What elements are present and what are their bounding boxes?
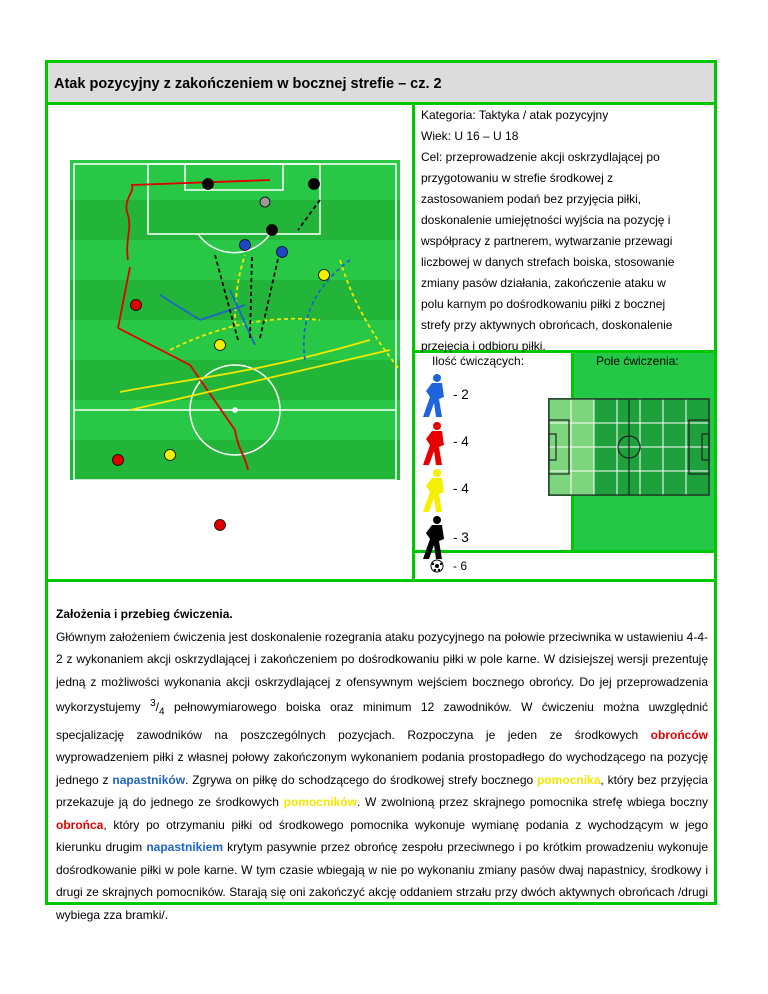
goal-line: strefy przy aktywnych obrońcach, doskonalenie [421, 318, 673, 332]
description-heading: Założenia i przebieg ćwiczenia. [56, 607, 233, 621]
goal-line: liczbowej w danych strefach boiska, stosowanie [421, 255, 675, 269]
desc-part: wyprowadzeniem piłki z własnej połowy zakończonym wykonaniem podania prostopadłego do wychodzącego na pozycję jednego z [56, 750, 708, 787]
goal-line: zastosowaniem podań bez przyjęcia piłki, [421, 192, 642, 206]
fraction-den: 4 [158, 706, 165, 718]
desc-part: pełnowymiarowego boiska oraz minimum 12 zawodników. W ćwiczeniu można uwzględnić specjalizację zawodników na poszczególnych pozycjach. Rozpoczyna je jeden ze środkowych [56, 700, 708, 742]
description [56, 603, 708, 926]
drill-title: Atak pozycyjny z zakończeniem w bocznej strefie – cz. 2 [54, 76, 442, 92]
participants-label: Ilość ćwiczących: [432, 354, 525, 368]
blue-count: - 2 [453, 387, 469, 402]
highlight-striker: napastnikiem [146, 840, 224, 855]
column-divider [412, 105, 415, 579]
fraction-num: 3 [150, 698, 156, 709]
mini-pitch [548, 398, 710, 496]
drill-diagram [70, 160, 400, 545]
highlight-defenders: obrońców [650, 727, 708, 742]
category-text: Kategoria: Taktyka / atak pozycyjny [421, 108, 609, 122]
description-text: Głównym założeniem ćwiczenia jest doskonalenie rozegrania ataku pozycyjnego na połowie przeciwnika w ustawieniu 4-4-2 z wykonaniem akcji oskrzydlającej i zakończeniem po dośrodkowaniu piłki w pole karne. W dzisiejszej wersji prezentuję jedną z możliwości wykonania akcji oskrzydlającej z ofensywnym wejściem bocznego obrońcy. Do jej przeprowadzenia wykorzystujemy $^3/_4$ pełnowymiarowego boiska oraz minimum 12 zawodników. W ćwiczeniu można uwzględnić specjalizację zawodników na poszczególnych pozycjach. Rozpoczyna je jeden ze środkowych obrońców wyprowadzeniem piłki z własnej połowy zakończonym wykonaniem podania prostopadłego do wychodzącego na pozycję jednego z napastników. Zgrywa on piłkę do schodzącego do środkowej strefy bocznego pomocnika, który bez przyjęcia przekazuje ją do jednego ze środkowych pomocników. W zwolnioną przez skrajnego pomocnika strefę wbiega boczny obrońca, który po otrzymaniu piłki od środkowego pomocnika wykonuje wymianę podania z wychodzącym w jego kierunku drugim napastnikiem krytym pasywnie przez obrońcę zespołu przeciwnego i po krótkim prowadzeniu wykonuje dośrodkowanie piłki w pole karne. W tym czasie wbiegają w nie po wykonaniu zmiany pasów dwaj napastnicy, środkowy i drugi ze skrajnych pomocników. Starają się oni zakończyć akcję oddaniem strzału przy dwóch aktywnych obrońcach /drugi wybiega zza bramki/. [56, 629, 708, 922]
title-bar [48, 63, 714, 105]
highlight-strikers: napastników [112, 772, 186, 787]
highlight-midfielders: pomocników [283, 795, 357, 810]
black-count: - 3 [453, 530, 469, 545]
yellow-count: - 4 [453, 481, 469, 496]
desc-part: , który bez przyjęcia przekazuje ją do jednego ze środkowych [56, 772, 708, 810]
desc-part: , który po otrzymaniu piłki od środkowego pomocnika wykonuje wymianę podania z wychodzącym w jego kierunku drugim [56, 817, 708, 855]
highlight-defender: obrońca [56, 817, 104, 832]
yellow-player-icon [420, 468, 450, 514]
goal-line: przygotowaniu w strefie środkowej z [421, 171, 614, 185]
drill-card [45, 60, 717, 922]
goal-line: Cel: przeprowadzenie akcji oskrzydlającej po [421, 150, 660, 164]
ball-icon [430, 559, 444, 573]
goal-line: doskonalenie umiejętności wyjścia na pozycję i [421, 213, 671, 227]
ball-count: - 6 [453, 559, 468, 573]
goal-line: przejęcia i odbioru piłki. [421, 339, 546, 353]
desc-part: Głównym założeniem ćwiczenia jest doskonalenie rozegrania ataku pozycyjnego na połowie przeciwnika w ustawieniu 4-4-2 z wykonaniem akcji oskrzydlającej i zakończeniem po dośrodkowaniu piłki w pole karne. W dzisiejszej wersji prezentuję jedną z możliwości wykonania akcji oskrzydlającej z ofensywnym wejściem bocznego obrońcy. Do jej przeprowadzenia wykorzystujemy [56, 629, 708, 714]
highlight-midfielder: pomocnika [537, 772, 601, 787]
red-player-icon [420, 421, 450, 467]
desc-part: krytym pasywnie przez obrońcę zespołu przeciwnego i po krótkim prowadzeniu wykonuje dośrodkowanie piłki w pole karne. W tym czasie wbiegają w nie po wykonaniu zmiany pasów dwaj napastnicy, środkowy i drugi ze skrajnych pomocników. Starają się oni zakończyć akcję oddaniem strzału przy dwóch aktywnych obrońcach /drugi wybiega zza bramki/. [56, 840, 708, 922]
blue-player-icon [420, 373, 450, 419]
goal-line: zmiany pasów działania, zakończenie ataku w [421, 276, 666, 290]
ball-divider [412, 550, 714, 553]
black-player-icon [420, 515, 450, 561]
goal-line: polu karnym po dośrodkowaniu piłki z bocznej [421, 297, 666, 311]
section-divider [48, 579, 714, 582]
desc-part: . Zgrywa on piłkę do schodzącego do środkowej strefy bocznego [185, 772, 534, 787]
age-text: Wiek: U 16 – U 18 [421, 129, 519, 143]
desc-part: . W zwolnioną przez skrajnego pomocnika strefę wbiega boczny [356, 795, 708, 810]
goal-line: współpracy z partnerem, wytwarzanie przewagi [421, 234, 673, 248]
red-count: - 4 [453, 434, 469, 449]
field-label: Pole ćwiczenia: [596, 354, 679, 368]
